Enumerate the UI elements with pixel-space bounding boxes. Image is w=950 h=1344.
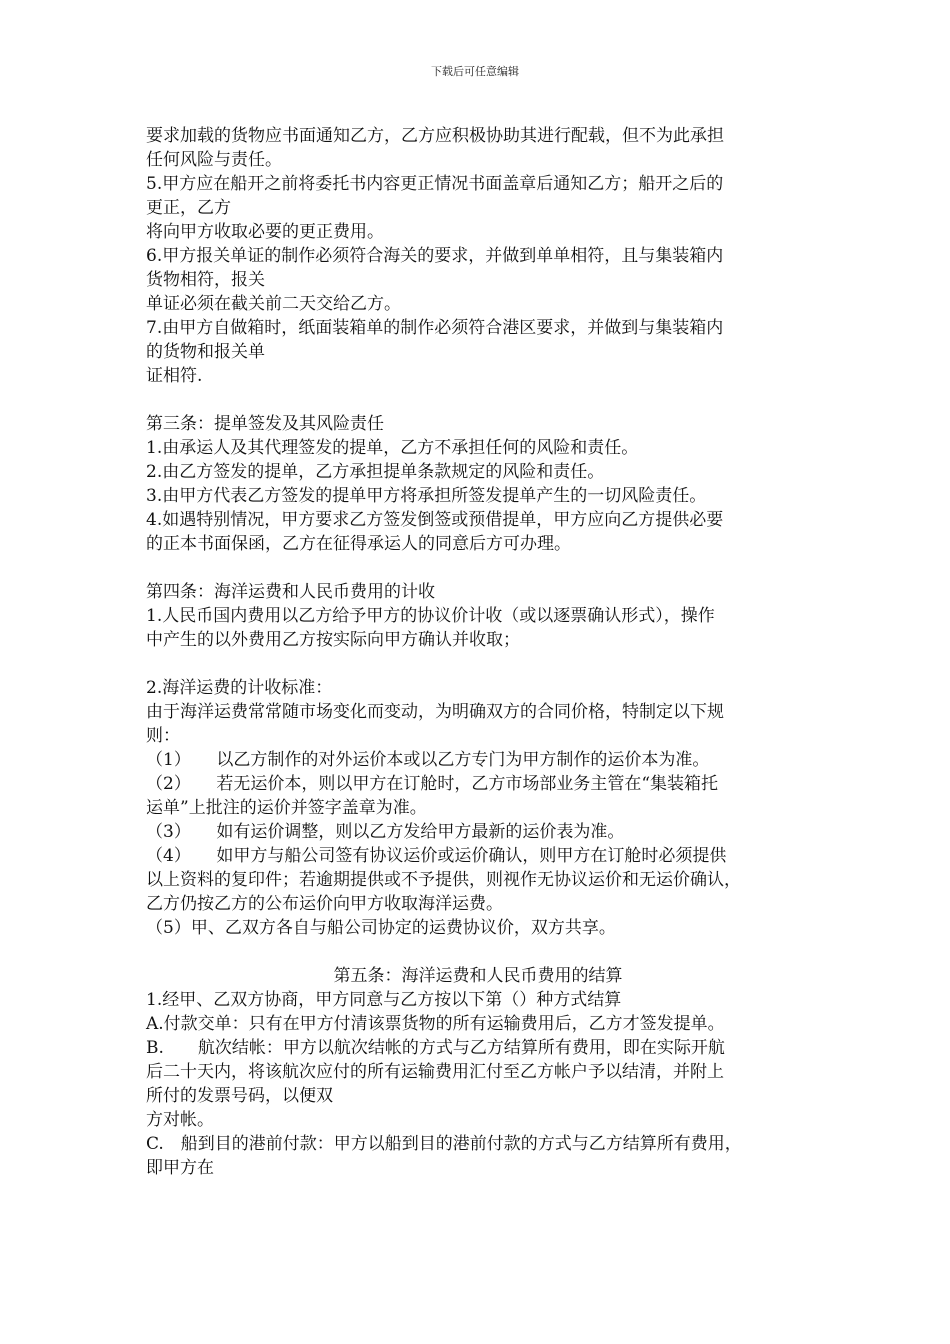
text-line: 货物相符，报关 bbox=[146, 270, 265, 290]
text-line: 要求加载的货物应书面通知乙方，乙方应积极协助其进行配载，但不为此承担 bbox=[146, 126, 724, 146]
text-line: （1） 以乙方制作的对外运价本或以乙方专门为甲方制作的运价本为准。 bbox=[146, 750, 710, 770]
text-line: 任何风险与责任。 bbox=[146, 150, 282, 170]
text-line: 运单”上批注的运价并签字盖章为准。 bbox=[146, 798, 427, 818]
text-line: 以上资料的复印件；若逾期提供或不予提供，则视作无协议运价和无运价确认， bbox=[146, 870, 741, 890]
text-line: 1.人民币国内费用以乙方给予甲方的协议价计收（或以逐票确认形式），操作 bbox=[146, 606, 715, 626]
paragraph-gap bbox=[146, 388, 810, 412]
text-line: C. 船到目的港前付款：甲方以船到目的港前付款的方式与乙方结算所有费用， bbox=[146, 1134, 742, 1154]
text-line: 证相符. bbox=[146, 366, 203, 386]
paragraph-gap bbox=[146, 940, 810, 964]
text-line: 5.甲方应在船开之前将委托书内容更正情况书面盖章后通知乙方；船开之后的 bbox=[146, 174, 724, 194]
text-line: 所付的发票号码，以便双 bbox=[146, 1086, 333, 1106]
text-line: 2.由乙方签发的提单，乙方承担提单条款规定的风险和责任。 bbox=[146, 462, 605, 482]
text-line: 6.甲方报关单证的制作必须符合海关的要求，并做到单单相符，且与集装箱内 bbox=[146, 246, 724, 266]
text-line: 方对帐。 bbox=[146, 1110, 214, 1130]
document-body bbox=[146, 124, 810, 1180]
text-line: 4.如遇特别情况，甲方要求乙方签发倒签或预借提单，甲方应向乙方提供必要 bbox=[146, 510, 724, 530]
text-line: 的正本书面保函，乙方在征得承运人的同意后方可办理。 bbox=[146, 534, 571, 554]
paragraph-gap bbox=[146, 652, 810, 676]
text-line: （5）甲、乙双方各自与船公司协定的运费协议价，双方共享。 bbox=[146, 918, 616, 938]
text-line: 1.经甲、乙双方协商，甲方同意与乙方按以下第（）种方式结算 bbox=[146, 990, 622, 1010]
text-line: 更正，乙方 bbox=[146, 198, 231, 218]
text-line: 则： bbox=[146, 726, 180, 746]
text-line: B. 航次结帐：甲方以航次结帐的方式与乙方结算所有费用，即在实际开航 bbox=[146, 1038, 725, 1058]
text-line: 7.由甲方自做箱时，纸面装箱单的制作必须符合港区要求，并做到与集装箱内 bbox=[146, 318, 724, 338]
text-line: 将向甲方收取必要的更正费用。 bbox=[146, 222, 384, 242]
text-line: （4） 如甲方与船公司签有协议运价或运价确认，则甲方在订舱时必须提供 bbox=[146, 846, 727, 866]
text-line: 2.海洋运费的计收标准： bbox=[146, 678, 333, 698]
text-line: 中产生的以外费用乙方按实际向甲方确认并收取； bbox=[146, 630, 520, 650]
text-line: 1.由承运人及其代理签发的提单，乙方不承担任何的风险和责任。 bbox=[146, 438, 639, 458]
text-line: 3.由甲方代表乙方签发的提单甲方将承担所签发提单产生的一切风险责任。 bbox=[146, 486, 707, 506]
text-line: 第四条：海洋运费和人民币费用的计收 bbox=[146, 582, 435, 602]
text-line: （3） 如有运价调整，则以乙方发给甲方最新的运价表为准。 bbox=[146, 822, 625, 842]
text-line: A.付款交单：只有在甲方付清该票货物的所有运输费用后，乙方才签发提单。 bbox=[146, 1014, 725, 1034]
text-line: 单证必须在截关前二天交给乙方。 bbox=[146, 294, 401, 314]
text-line: 乙方仍按乙方的公布运价向甲方收取海洋运费。 bbox=[146, 894, 503, 914]
text-line: 的货物和报关单 bbox=[146, 342, 265, 362]
paragraph-gap bbox=[146, 556, 810, 580]
text-line: 第三条：提单签发及其风险责任 bbox=[146, 414, 384, 434]
text-line: 由于海洋运费常常随市场变化而变动，为明确双方的合同价格，特制定以下规 bbox=[146, 702, 724, 722]
text-line: 即甲方在 bbox=[146, 1158, 214, 1178]
text-line: 后二十天内，将该航次应付的所有运输费用汇付至乙方帐户予以结清，并附上 bbox=[146, 1062, 724, 1082]
section-heading-line: 第五条：海洋运费和人民币费用的结算 bbox=[333, 966, 623, 986]
page-header: 下载后可任意编辑 bbox=[431, 65, 519, 78]
text-line: （2） 若无运价本，则以甲方在订舱时，乙方市场部业务主管在“集装箱托 bbox=[146, 774, 719, 794]
